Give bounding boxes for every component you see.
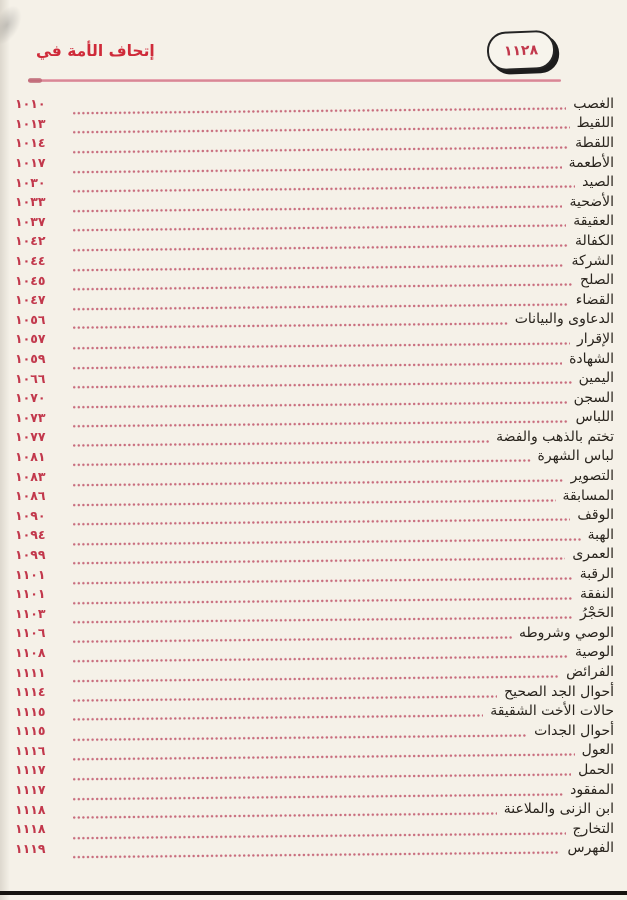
toc-entry-title: الأضحية (569, 193, 614, 210)
toc-entry-page-number: ١٠٩٠ (15, 507, 46, 523)
toc-row (15, 310, 614, 330)
toc-row (15, 388, 614, 408)
toc-entry-page-number: ١٠٦٦ (15, 370, 46, 386)
toc-entry-title: الوقف (577, 507, 614, 524)
scan-smudge (0, 0, 29, 51)
toc-row (15, 505, 614, 525)
toc-row (15, 251, 614, 271)
toc-row (15, 133, 614, 153)
toc-entry-page-number: ١١١٩ (15, 840, 46, 856)
toc-entry-page-number: ١١١٤ (15, 684, 46, 700)
toc-row (15, 760, 614, 780)
toc-entry-title: اليمين (578, 370, 614, 387)
toc-entry-title: الصيد (582, 174, 614, 191)
toc-entry-title: حالات الأخت الشقيقة (490, 703, 614, 720)
toc-entry-title: تختم بالذهب والفضة (496, 428, 614, 445)
toc-entry-page-number: ١٠٣٣ (15, 194, 46, 210)
toc-entry-title: القضاء (575, 291, 614, 308)
toc-row (15, 564, 614, 584)
toc-entry-page-number: ١١١٨ (15, 801, 46, 817)
toc-entry-page-number: ١١١٥ (15, 703, 46, 719)
toc-row (15, 114, 614, 134)
toc-entry-title: الأطعمة (568, 154, 614, 171)
toc-entry-title: الحَجْرُ (580, 605, 614, 622)
toc-entry-page-number: ١٠١٣ (15, 115, 46, 131)
toc-entry-page-number: ١٠٨١ (15, 448, 46, 464)
toc-entry-title: الرقبة (579, 566, 614, 583)
toc-row (15, 408, 614, 428)
toc-row (15, 584, 614, 604)
toc-entry-page-number: ١٠٧٠ (15, 390, 46, 406)
toc-entry-title: الفرائض (566, 664, 614, 681)
toc-row (15, 701, 614, 721)
header-rule (28, 79, 561, 82)
toc-entry-page-number: ١٠٤٢ (15, 233, 46, 249)
toc-entry-page-number: ١٠٨٦ (15, 488, 46, 504)
toc-entry-title: الدعاوى والبيانات (514, 311, 614, 328)
toc-entry-page-number: ١٠٥٧ (15, 331, 46, 347)
toc-row (15, 212, 614, 232)
toc-entry-title: الغصب (573, 95, 614, 112)
toc-row (15, 819, 614, 839)
toc-entry-page-number: ١٠١٧ (15, 155, 46, 171)
toc-entry-title: العقيقة (573, 213, 614, 230)
toc-row (15, 780, 614, 800)
toc-row (15, 231, 614, 251)
toc-row (15, 545, 614, 565)
toc-entry-page-number: ١١٠١ (15, 586, 46, 602)
toc-row (15, 721, 614, 741)
toc-entry-title: النفقة (579, 585, 614, 602)
toc-entry-title: أحوال الجد الصحيح (504, 683, 614, 700)
toc-entry-page-number: ١٠١٤ (15, 135, 46, 151)
toc-entry-page-number: ١١١٦ (15, 742, 46, 758)
toc-entry-page-number: ١٠٤٥ (15, 272, 46, 288)
toc-row (15, 682, 614, 702)
toc-entry-title: الحمل (578, 761, 614, 778)
toc-entry-title: المفقود (570, 781, 614, 798)
toc-entry-title: السجن (573, 389, 614, 406)
toc-entry-page-number: ١٠٨٣ (15, 468, 46, 484)
page-number-badge (486, 30, 555, 72)
toc-entry-page-number: ١١١٥ (15, 723, 46, 739)
toc-entry-title: اللباس (575, 409, 614, 426)
scan-edge-shadow (0, 0, 10, 900)
toc-entry-page-number: ١١١١ (15, 664, 46, 680)
toc-entry-title: الوصية (574, 644, 614, 661)
toc-row (15, 270, 614, 290)
toc-entry-title: الصلح (580, 272, 614, 289)
toc-row (15, 329, 614, 349)
toc-entry-title: اللقطة (575, 134, 614, 151)
toc-entry-title: الشركة (571, 252, 614, 269)
toc-row (15, 466, 614, 486)
toc-row (15, 427, 614, 447)
toc-entry-title: التصوير (570, 468, 614, 485)
toc-row (15, 623, 614, 643)
toc-entry-title: العول (581, 742, 614, 759)
toc-row (15, 368, 614, 388)
toc-entry-page-number: ١٠١٠ (15, 96, 46, 112)
toc-row (15, 603, 614, 623)
toc-row (15, 153, 614, 173)
toc-row (15, 643, 614, 663)
toc-entry-page-number: ١١٠١ (15, 566, 46, 582)
toc-entry-page-number: ١١١٨ (15, 821, 46, 837)
toc-entry-page-number: ١٠٣٧ (15, 213, 46, 229)
toc-entry-page-number: ١٠٥٩ (15, 351, 46, 367)
toc-entry-title: الوصي وشروطه (518, 624, 614, 641)
toc-row (15, 192, 614, 212)
toc-entry-title: الهبة (587, 526, 614, 543)
toc-entry-page-number: ١١١٧ (15, 782, 46, 798)
toc-entry-page-number: ١١٠٦ (15, 625, 46, 641)
toc-row (15, 290, 614, 310)
toc-row (15, 839, 614, 859)
toc-entry-title: أحوال الجدات (534, 722, 614, 739)
toc-entry-title: المسابقة (562, 487, 614, 504)
toc-entry-title: العمرى (572, 546, 614, 563)
dotted-leader (73, 851, 560, 859)
toc-row (15, 94, 614, 114)
toc-entry-page-number: ١٠٤٤ (15, 253, 46, 269)
table-of-contents (15, 94, 614, 858)
toc-entry-page-number: ١٠٩٩ (15, 546, 46, 562)
toc-entry-page-number: ١٠٧٣ (15, 409, 46, 425)
toc-entry-title: الفهرس (567, 840, 614, 857)
toc-entry-title: الإقرار (577, 330, 614, 347)
toc-row (15, 525, 614, 545)
toc-row (15, 799, 614, 819)
toc-entry-title: الكفالة (574, 232, 614, 249)
toc-entry-page-number: ١٠٣٠ (15, 174, 46, 190)
toc-entry-page-number: ١١٠٣ (15, 605, 46, 621)
toc-entry-page-number: ١٠٤٧ (15, 292, 46, 308)
toc-row (15, 349, 614, 369)
running-title: إتحاف الأمة في (36, 42, 155, 60)
toc-row (15, 662, 614, 682)
toc-entry-page-number: ١٠٥٦ (15, 311, 46, 327)
page-number: ١١٢٨ (503, 41, 539, 60)
toc-entry-title: التخارج (572, 820, 614, 837)
toc-row (15, 741, 614, 761)
page-edge-line (0, 891, 627, 895)
toc-row (15, 172, 614, 192)
toc-entry-page-number: ١٠٩٤ (15, 527, 46, 543)
toc-entry-page-number: ١٠٧٧ (15, 429, 46, 445)
toc-entry-title: ابن الزنى والملاعنة (503, 801, 614, 818)
toc-row (15, 447, 614, 467)
toc-row (15, 486, 614, 506)
toc-entry-title: الشهادة (569, 350, 614, 367)
toc-entry-title: اللقيط (576, 115, 614, 132)
toc-entry-title: لباس الشهرة (537, 448, 614, 465)
toc-entry-page-number: ١١١٧ (15, 762, 46, 778)
toc-entry-page-number: ١١٠٨ (15, 644, 46, 660)
